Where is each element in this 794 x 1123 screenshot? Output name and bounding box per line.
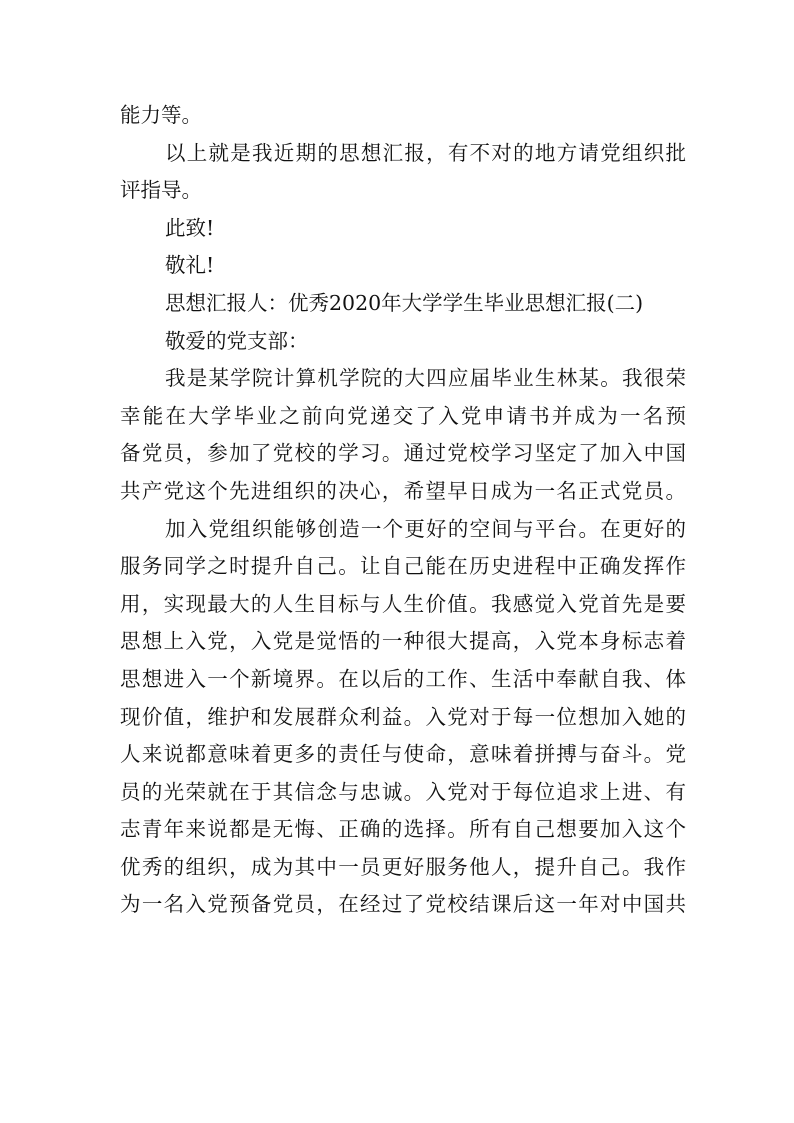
document-body	[120, 97, 686, 924]
salutation-line: 敬礼!	[165, 253, 215, 278]
text-line: 用，实现最大的人生目标与人生价值。我感觉入党首先是要	[120, 591, 686, 616]
text-line: 共产党这个先进组织的决心，希望早日成为一名正式党员。	[120, 478, 686, 503]
text-line: 优秀的组织，成为其中一员更好服务他人，提升自己。我作	[120, 854, 686, 879]
text-line: 人来说都意味着更多的责任与使命，意味着拼搏与奋斗。党	[120, 742, 686, 767]
text-line: 思想上入党，入党是觉悟的一种很大提高，入党本身标志着	[120, 629, 686, 654]
text-line: 幸能在大学毕业之前向党递交了入党申请书并成为一名预	[120, 403, 686, 428]
text-line: 员的光荣就在于其信念与忠诚。入党对于每位追求上进、有	[120, 779, 686, 804]
text-line: 能力等。	[120, 103, 202, 127]
text-line: 以上就是我近期的思想汇报，有不对的地方请党组织批	[165, 140, 686, 165]
text-line: 备党员，参加了党校的学习。通过党校学习坚定了加入中国	[120, 441, 686, 466]
section-title: 思想汇报人：优秀2020年大学学生毕业思想汇报(二)	[165, 290, 644, 315]
text-line: 评指导。	[120, 178, 202, 203]
greeting-line: 敬爱的党支部：	[165, 328, 309, 353]
text-line: 思想进入一个新境界。在以后的工作、生活中奉献自我、体	[120, 666, 686, 691]
text-line: 加入党组织能够创造一个更好的空间与平台。在更好的	[165, 516, 686, 541]
text-line: 为一名入党预备党员，在经过了党校结课后这一年对中国共	[120, 892, 686, 917]
text-line: 服务同学之时提升自己。让自己能在历史进程中正确发挥作	[120, 554, 686, 579]
salutation-line: 此致!	[165, 215, 215, 240]
text-line: 志青年来说都是无悔、正确的选择。所有自己想要加入这个	[120, 817, 686, 842]
text-line: 我是某学院计算机学院的大四应届毕业生林某。我很荣	[165, 366, 686, 391]
text-line: 现价值，维护和发展群众利益。入党对于每一位想加入她的	[120, 704, 686, 729]
